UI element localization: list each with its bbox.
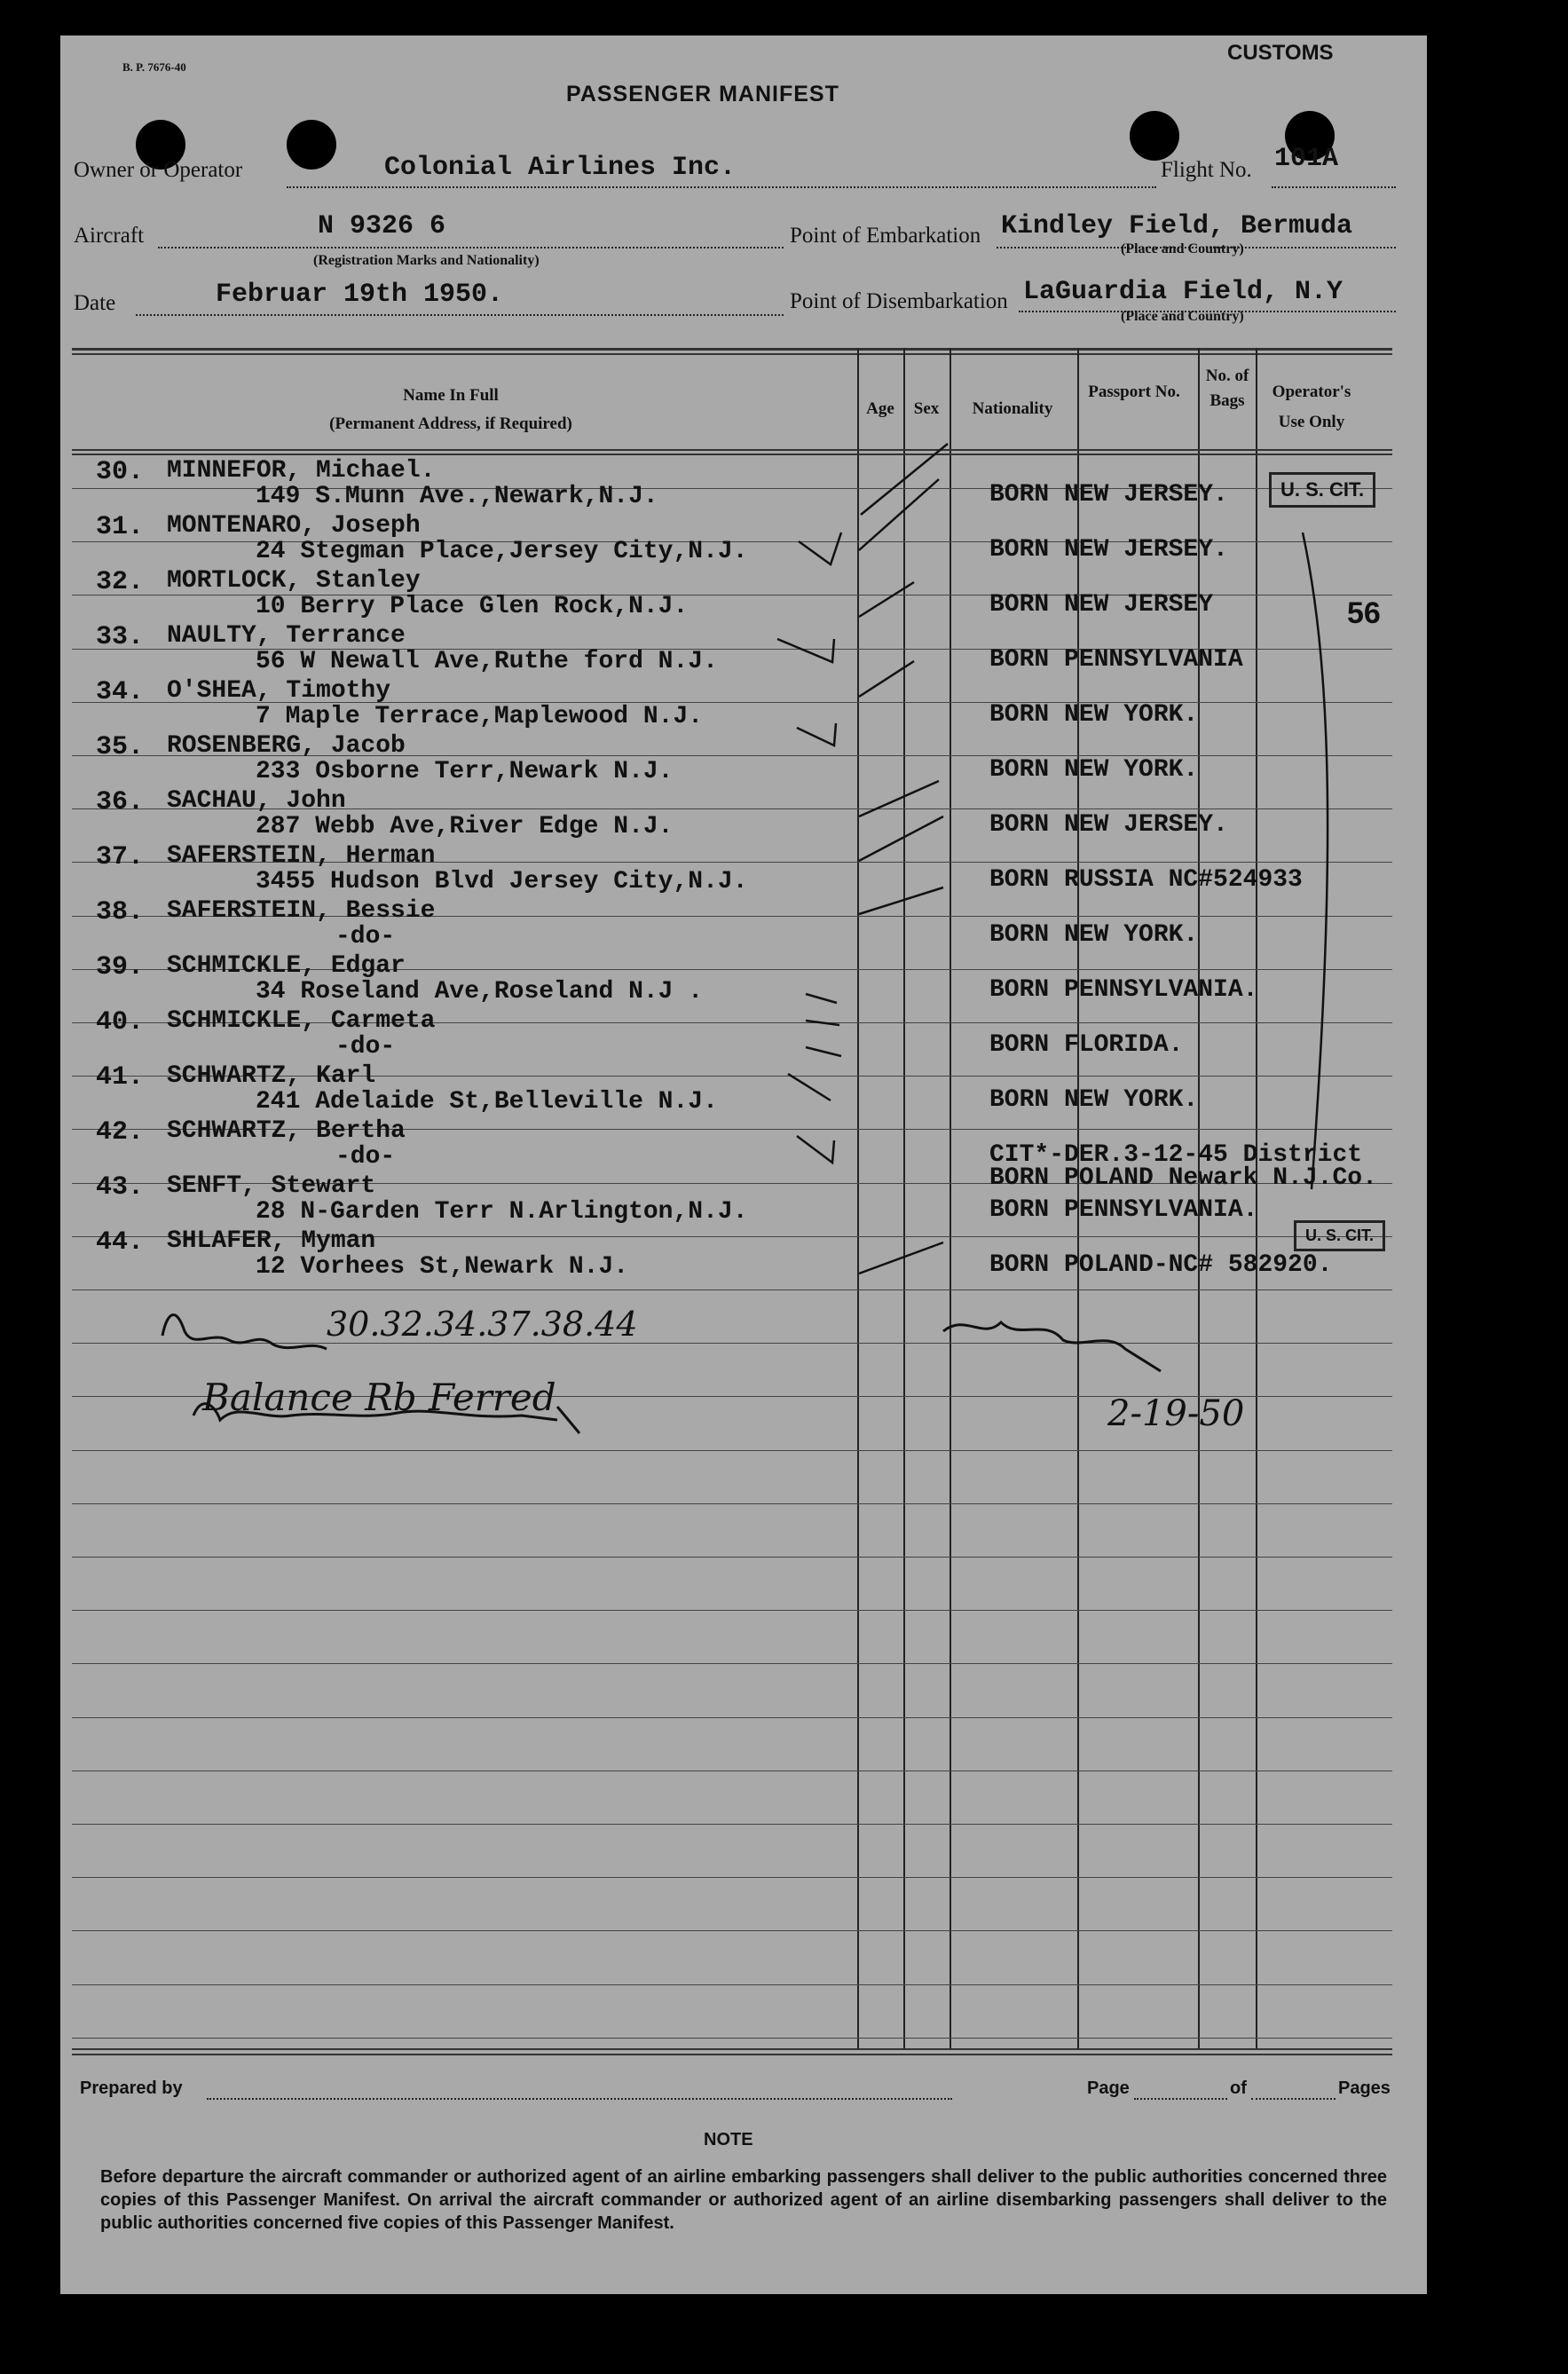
date-value: Februar 19th 1950. bbox=[216, 280, 504, 310]
ruled-line bbox=[72, 1557, 1392, 1558]
row-number: 39. bbox=[96, 952, 145, 982]
page-label: Page bbox=[1087, 2078, 1130, 2098]
handwritten-balance: Balance Rb Ferred bbox=[202, 1376, 556, 1419]
passenger-nationality: BORN NEW JERSEY. bbox=[989, 811, 1228, 839]
handwritten-scribble bbox=[60, 35, 1427, 1544]
passenger-address: -do- bbox=[335, 1143, 396, 1171]
passenger-nationality: BORN FLORIDA. bbox=[989, 1031, 1184, 1059]
ruled-line bbox=[72, 1824, 1392, 1825]
row-number: 37. bbox=[96, 842, 145, 872]
pages-label: Pages bbox=[1338, 2078, 1391, 2098]
passenger-nationality: BORN PENNSYLVANIA bbox=[989, 646, 1243, 674]
passenger-nationality: BORN NEW YORK. bbox=[989, 756, 1199, 784]
disembarkation-note: (Place and Country) bbox=[1121, 309, 1244, 324]
handwritten-date: 2-19-50 bbox=[1107, 1393, 1245, 1434]
col-header-passport: Passport No. bbox=[1088, 383, 1180, 401]
row-number: 40. bbox=[96, 1007, 145, 1037]
form-number: B. P. 7676-40 bbox=[122, 60, 186, 74]
passenger-name: MINNEFOR, Michael. bbox=[167, 457, 436, 485]
passenger-nationality: BORN RUSSIA NC#524933 bbox=[989, 866, 1303, 894]
page-dotline bbox=[1134, 2098, 1227, 2100]
note-text: Before departure the aircraft commander or authorized agent of an airline embarking passengers shall deliver to the public authorities concerned three copies of this Passenger Manifest. On arrival the aircraft commander or authorized agent of an airline disembarking passengers shall deliver to the public authorities concerned five copies of this Passenger Manifest. bbox=[100, 2167, 1387, 2233]
owner-value: Colonial Airlines Inc. bbox=[384, 153, 737, 183]
ruled-line bbox=[72, 1877, 1392, 1878]
col-header-operator: Operator's Use Only bbox=[1272, 383, 1351, 431]
manifest-document bbox=[60, 35, 1427, 2294]
row-number: 35. bbox=[96, 732, 145, 762]
passenger-address: 56 W Newall Ave,Ruthe ford N.J. bbox=[256, 648, 718, 675]
owner-label: Owner or Operator bbox=[74, 158, 243, 182]
col-header-name-title: Name In Full bbox=[403, 386, 499, 405]
disembarkation-value: LaGuardia Field, N.Y bbox=[1023, 277, 1343, 307]
passenger-address: 28 N-Garden Terr N.Arlington,N.J. bbox=[256, 1198, 748, 1226]
passenger-nationality-line2: BORN POLAND Newark N.J.Co. bbox=[989, 1164, 1377, 1192]
passenger-name: SENFT, Stewart bbox=[167, 1172, 376, 1200]
passenger-name: SAFERSTEIN, Bessie bbox=[167, 897, 436, 925]
col-header-age: Age bbox=[866, 399, 894, 418]
count-stamp: 56 bbox=[1347, 596, 1381, 630]
passenger-name: SAFERSTEIN, Herman bbox=[167, 842, 436, 870]
passenger-address: 12 Vorhees St,Newark N.J. bbox=[256, 1253, 629, 1281]
embarkation-note: (Place and Country) bbox=[1121, 241, 1244, 256]
ruled-line bbox=[72, 1610, 1392, 1611]
date-label: Date bbox=[74, 291, 116, 315]
passenger-nationality: BORN NEW JERSEY. bbox=[989, 536, 1228, 564]
passenger-address: 10 Berry Place Glen Rock,N.J. bbox=[256, 593, 689, 620]
ruled-line bbox=[72, 1930, 1392, 1931]
passenger-nationality: BORN POLAND-NC# 582920. bbox=[989, 1251, 1333, 1279]
aircraft-label: Aircraft bbox=[74, 224, 145, 248]
row-number: 36. bbox=[96, 787, 145, 817]
passenger-nationality: BORN NEW YORK. bbox=[989, 701, 1199, 729]
passenger-address: 7 Maple Terrace,Maplewood N.J. bbox=[256, 703, 704, 730]
table-bottom-rule bbox=[72, 2048, 1392, 2050]
passenger-address: -do- bbox=[335, 1033, 396, 1061]
col-header-sex: Sex bbox=[913, 399, 940, 418]
us-citizen-stamp: U. S. CIT. bbox=[1294, 1220, 1385, 1251]
passenger-nationality: BORN NEW YORK. bbox=[989, 1086, 1199, 1114]
passenger-name: SCHMICKLE, Edgar bbox=[167, 952, 406, 980]
passenger-nationality: BORN PENNSYLVANIA. bbox=[989, 976, 1258, 1004]
aircraft-note: (Registration Marks and Nationality) bbox=[313, 253, 540, 268]
disembarkation-label: Point of Disembarkation bbox=[790, 289, 1008, 313]
passenger-name: SCHWARTZ, Bertha bbox=[167, 1117, 406, 1145]
of-dotline bbox=[1251, 2098, 1336, 2100]
table-bottom-rule bbox=[72, 2054, 1392, 2055]
ruled-line bbox=[72, 1663, 1392, 1664]
row-number: 38. bbox=[96, 897, 145, 927]
row-number: 43. bbox=[96, 1172, 145, 1203]
row-number: 41. bbox=[96, 1062, 145, 1092]
flight-label: Flight No. bbox=[1161, 158, 1252, 182]
row-number: 31. bbox=[96, 512, 145, 542]
passenger-address: 34 Roseland Ave,Roseland N.J . bbox=[256, 978, 704, 1006]
col-header-name-sub: (Permanent Address, if Required) bbox=[329, 414, 572, 433]
row-number: 33. bbox=[96, 622, 145, 652]
col-header-bags: No. of Bags bbox=[1205, 367, 1249, 410]
passenger-nationality: BORN NEW JERSEY. bbox=[989, 481, 1228, 509]
passenger-name: SACHAU, John bbox=[167, 787, 346, 815]
passenger-address: 233 Osborne Terr,Newark N.J. bbox=[256, 758, 674, 785]
passenger-nationality: CIT*-DER.3-12-45 District bbox=[989, 1141, 1363, 1169]
prepared-by-dotline bbox=[207, 2098, 952, 2100]
us-citizen-stamp: U. S. CIT. bbox=[1269, 472, 1375, 508]
of-label: of bbox=[1230, 2078, 1247, 2098]
handwritten-row-list: 30.32.34.37.38.44 bbox=[327, 1305, 638, 1344]
passenger-name: MONTENARO, Joseph bbox=[167, 512, 421, 540]
row-number: 34. bbox=[96, 677, 145, 707]
embarkation-value: Kindley Field, Bermuda bbox=[1001, 211, 1353, 241]
customs-label: CUSTOMS bbox=[1227, 41, 1334, 65]
passenger-nationality: BORN NEW JERSEY bbox=[989, 591, 1214, 619]
passenger-name: O'SHEA, Timothy bbox=[167, 677, 391, 705]
passenger-address: 3455 Hudson Blvd Jersey City,N.J. bbox=[256, 868, 748, 895]
passenger-nationality: BORN PENNSYLVANIA. bbox=[989, 1196, 1258, 1224]
passenger-name: NAULTY, Terrance bbox=[167, 622, 406, 650]
ruled-line bbox=[72, 1984, 1392, 1985]
passenger-name: SHLAFER, Myman bbox=[167, 1227, 376, 1255]
passenger-name: SCHMICKLE, Carmeta bbox=[167, 1007, 436, 1035]
passenger-name: MORTLOCK, Stanley bbox=[167, 567, 421, 595]
aircraft-value: N 9326 6 bbox=[318, 211, 446, 241]
passenger-address: 24 Stegman Place,Jersey City,N.J. bbox=[256, 538, 748, 565]
passenger-name: ROSENBERG, Jacob bbox=[167, 732, 406, 760]
flight-value: 101A bbox=[1274, 144, 1339, 174]
prepared-by-label: Prepared by bbox=[80, 2078, 183, 2098]
row-number: 32. bbox=[96, 567, 145, 597]
passenger-nationality: BORN NEW YORK. bbox=[989, 921, 1199, 949]
row-number: 44. bbox=[96, 1227, 145, 1258]
page-title: PASSENGER MANIFEST bbox=[566, 82, 839, 106]
note-heading: NOTE bbox=[704, 2130, 753, 2149]
col-header-nationality: Nationality bbox=[972, 399, 1053, 418]
row-number: 42. bbox=[96, 1117, 145, 1148]
passenger-address: 287 Webb Ave,River Edge N.J. bbox=[256, 813, 674, 840]
ruled-line bbox=[72, 1717, 1392, 1718]
passenger-address: 149 S.Munn Ave.,Newark,N.J. bbox=[256, 483, 658, 510]
passenger-address: 241 Adelaide St,Belleville N.J. bbox=[256, 1088, 718, 1116]
ruled-line bbox=[72, 2038, 1392, 2039]
row-number: 30. bbox=[96, 457, 145, 487]
passenger-address: -do- bbox=[335, 923, 396, 950]
passenger-name: SCHWARTZ, Karl bbox=[167, 1062, 376, 1090]
embarkation-label: Point of Embarkation bbox=[790, 224, 981, 248]
